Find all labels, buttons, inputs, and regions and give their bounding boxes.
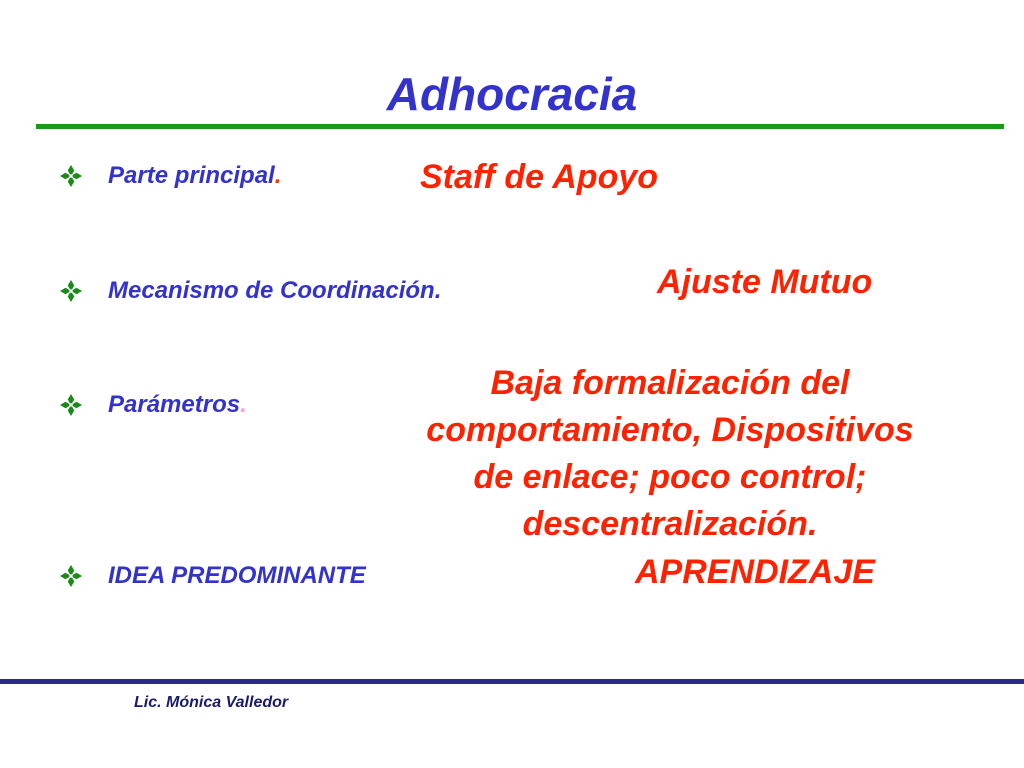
answer-idea: APRENDIZAJE xyxy=(635,553,875,591)
bullet-label: IDEA PREDOMINANTE xyxy=(108,562,366,589)
diamond-bullet-icon xyxy=(60,280,82,302)
answer-parte-principal: Staff de Apoyo xyxy=(420,158,659,196)
bullet-label: Mecanismo de Coordinación. xyxy=(108,277,442,304)
footer-divider xyxy=(0,679,1024,684)
bullet-label: Parámetros xyxy=(108,391,241,418)
bullet-suffix: . xyxy=(240,391,247,418)
diamond-bullet-icon xyxy=(60,165,82,187)
slide-title: Adhocracia xyxy=(386,68,638,120)
answer-parametros-line: comportamiento, Dispositivos xyxy=(426,411,914,449)
answer-parametros xyxy=(360,360,980,548)
bullet-suffix: . xyxy=(274,162,282,189)
title-divider xyxy=(36,124,1004,129)
answer-mecanismo: Ajuste Mutuo xyxy=(657,263,873,301)
diamond-bullet-icon xyxy=(60,565,82,587)
bullet-label: Parte principal xyxy=(108,162,275,189)
footer-author: Lic. Mónica Valledor xyxy=(134,694,289,711)
bullet-mecanismo xyxy=(60,277,441,305)
bullet-parametros xyxy=(60,391,247,419)
answer-parametros-line: Baja formalización del xyxy=(490,364,850,402)
bullet-idea-predominante xyxy=(60,562,366,590)
answer-parametros-line: de enlace; poco control; xyxy=(473,458,867,496)
bullet-parte-principal xyxy=(60,162,281,190)
diamond-bullet-icon xyxy=(60,394,82,416)
answer-parametros-line: descentralización. xyxy=(522,505,818,543)
